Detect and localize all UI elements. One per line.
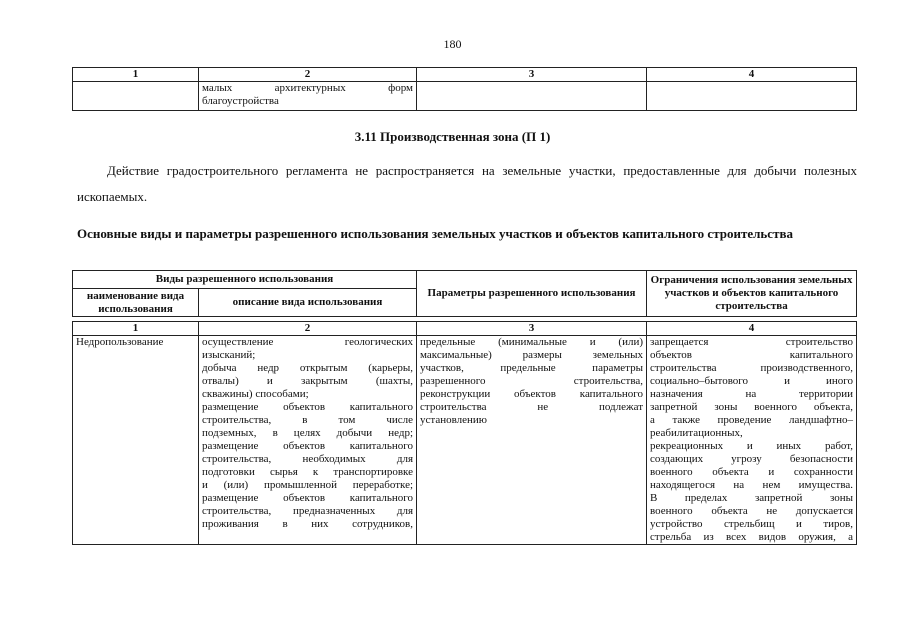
text-line: малых архитектурных форм bbox=[202, 82, 413, 94]
text-line: устройство стрельбищ и тиров, bbox=[650, 518, 854, 530]
text-line: предельные (минимальные и (или) bbox=[420, 336, 644, 348]
text-line: участков, предельные параметры bbox=[420, 362, 644, 374]
text-line: благоустройства bbox=[202, 95, 279, 107]
text-line: изысканий; bbox=[202, 349, 256, 361]
text-line: В пределах запретной зоны bbox=[650, 492, 854, 504]
text-line: размещение объектов капитального bbox=[202, 492, 414, 504]
text-line: рекреационных и иных работ, bbox=[650, 440, 854, 452]
text-line: реабилитационных, bbox=[650, 427, 743, 439]
text-line: строительства производственного, bbox=[650, 362, 854, 374]
table-heading: Основные виды и параметры разрешенного использования земельных участков и объектов капитального строительства bbox=[77, 226, 793, 241]
table-row bbox=[73, 82, 857, 111]
text-line: отвалы) и закрытым (шахты, bbox=[202, 375, 414, 387]
use-name-cell: Недропользование bbox=[73, 336, 199, 545]
header-row bbox=[73, 271, 857, 289]
text-line: осуществление геологических bbox=[202, 336, 414, 348]
text-line: размещение объектов капитального bbox=[202, 401, 414, 413]
text-line: военного объекта не допускается bbox=[650, 505, 854, 517]
column-number-row bbox=[73, 322, 857, 336]
text-line: максимальные) размеры земельных bbox=[420, 349, 644, 361]
header-use-name: наименование вида использования bbox=[73, 289, 199, 317]
text-line: находящегося на нем имущества. bbox=[650, 479, 854, 491]
column-number: 3 bbox=[417, 322, 647, 336]
text-line: запретной зоны военного объекта, bbox=[650, 401, 854, 413]
column-number: 1 bbox=[73, 322, 199, 336]
column-number: 2 bbox=[199, 68, 417, 82]
column-number-row bbox=[73, 68, 857, 82]
text-line: скважины) способами; bbox=[202, 388, 309, 400]
text-line: подземных, в целях добычи недр; bbox=[202, 427, 414, 439]
text-line: объектов капитального bbox=[650, 349, 854, 361]
text-line: стрельба из всех видов оружия, а bbox=[650, 531, 854, 543]
use-description-cell bbox=[199, 336, 417, 545]
text-line: реконструкции объектов капитального bbox=[420, 388, 644, 400]
text-line: разрешенного строительства, bbox=[420, 375, 644, 387]
table-cell bbox=[647, 82, 857, 111]
continued-table bbox=[72, 67, 857, 111]
parameters-cell bbox=[417, 336, 647, 545]
page-number: 180 bbox=[443, 37, 462, 51]
text-line: добыча недр открытым (карьеры, bbox=[202, 362, 414, 374]
text-line: строительства, предназначенных для bbox=[202, 505, 414, 517]
section-heading: 3.11 Производственная зона (П 1) bbox=[354, 129, 551, 144]
table-row bbox=[73, 336, 857, 545]
text-line: военного объекта и сохранности bbox=[650, 466, 854, 478]
header-uses-group: Виды разрешенного использования bbox=[73, 271, 417, 289]
header-restrictions: Ограничения использования земельных участков и объектов капитального строительства bbox=[647, 271, 857, 317]
table-cell bbox=[417, 82, 647, 111]
text-line: подготовки сырья к транспортировке bbox=[202, 466, 414, 478]
table-cell-description bbox=[199, 82, 417, 111]
column-number: 4 bbox=[647, 322, 857, 336]
column-number: 4 bbox=[647, 68, 857, 82]
text-line: запрещается строительство bbox=[650, 336, 854, 348]
text-line: а также проведение ландшафтно– bbox=[650, 414, 854, 426]
column-number: 2 bbox=[199, 322, 417, 336]
text-line: назначения на территории bbox=[650, 388, 854, 400]
text-line: проживания в них сотрудников, bbox=[202, 518, 414, 530]
text-line: строительства не подлежат bbox=[420, 401, 644, 413]
text-line: создающих угрозу безопасности bbox=[650, 453, 854, 465]
text-line: и (или) промышленной переработке; bbox=[202, 479, 414, 491]
text-line: социально–бытового и иного bbox=[650, 375, 854, 387]
header-use-description: описание вида использования bbox=[199, 289, 417, 317]
zoning-table bbox=[72, 270, 857, 545]
text-line: установлению bbox=[420, 414, 488, 426]
intro-paragraph: Действие градостроительного регламента не распространяется на земельные участки, предоставленные для добычи полезных ископаемых. bbox=[77, 163, 857, 204]
text-line: размещение объектов капитального bbox=[202, 440, 414, 452]
header-parameters: Параметры разрешенного использования bbox=[417, 271, 647, 317]
column-number: 3 bbox=[417, 68, 647, 82]
column-number: 1 bbox=[73, 68, 199, 82]
text-line: строительства, в том числе bbox=[202, 414, 414, 426]
text-line: строительства, необходимых для bbox=[202, 453, 414, 465]
table-cell bbox=[73, 82, 199, 111]
restrictions-cell bbox=[647, 336, 857, 545]
